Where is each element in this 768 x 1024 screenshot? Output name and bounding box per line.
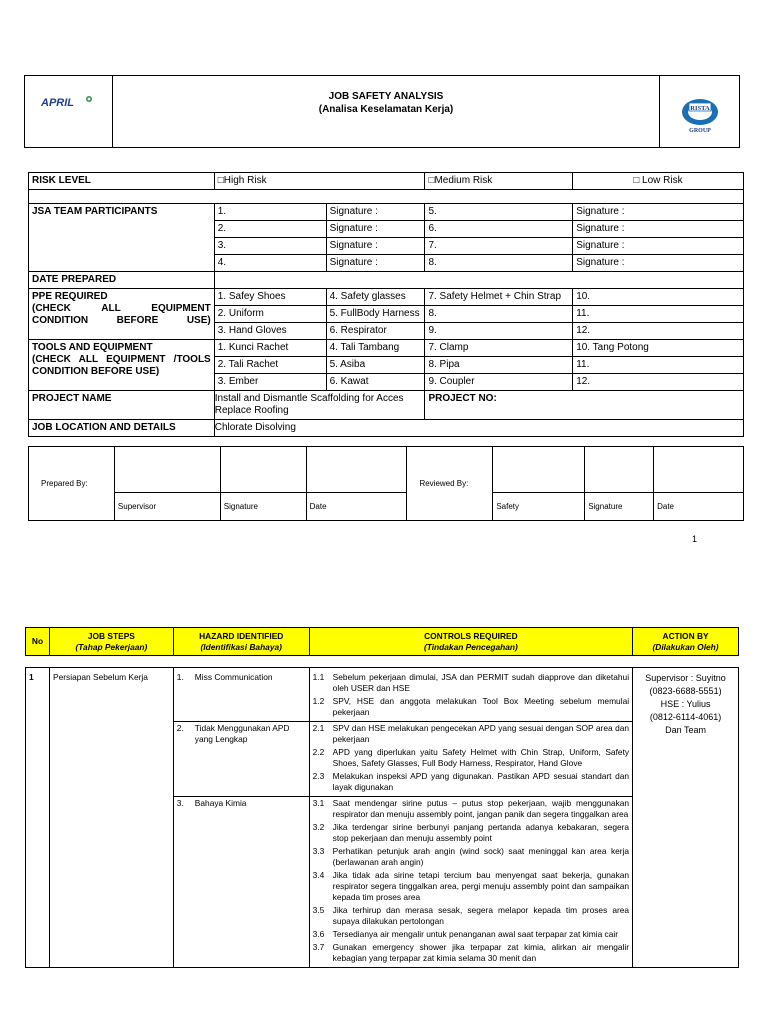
safety-label: Safety <box>493 493 585 521</box>
tool-item[interactable]: 8. Pipa <box>425 357 573 374</box>
tool-item[interactable]: 12. <box>573 374 744 391</box>
team-member-8[interactable]: 8. <box>425 255 573 272</box>
reviewed-by-label: Reviewed By: <box>407 447 493 521</box>
rista-logo-text: RISTA <box>690 105 710 112</box>
title-text: JOB SAFETY ANALYSIS <box>328 91 444 102</box>
team-signature-1[interactable]: Signature : <box>326 204 425 221</box>
ppe-item[interactable]: 1. Safey Shoes <box>214 289 326 306</box>
header-controls: CONTROLS REQUIRED (Tindakan Pencegahan) <box>309 628 632 656</box>
risk-low-checkbox[interactable]: □ Low Risk <box>573 173 744 190</box>
risk-high-checkbox[interactable]: □High Risk <box>214 173 425 190</box>
team-label: JSA TEAM PARTICIPANTS <box>29 204 215 272</box>
signature-label: Signature <box>585 493 654 521</box>
team-signature-6[interactable]: Signature : <box>573 221 744 238</box>
date-prepared-label: DATE PREPARED <box>29 272 215 289</box>
tools-label <box>29 340 215 391</box>
risk-level-label: RISK LEVEL <box>29 173 215 190</box>
project-name-label: PROJECT NAME <box>29 391 215 420</box>
team-member-3[interactable]: 3. <box>214 238 326 255</box>
step-name: Persiapan Sebelum Kerja <box>49 668 173 968</box>
table-row <box>26 668 739 722</box>
rista-group-text: GROUP <box>689 128 711 134</box>
risk-medium-checkbox[interactable]: □Medium Risk <box>425 173 573 190</box>
job-location-label: JOB LOCATION AND DETAILS <box>29 420 215 437</box>
team-signature-2[interactable]: Signature : <box>326 221 425 238</box>
ppe-item[interactable]: 4. Safety glasses <box>326 289 425 306</box>
ppe-item[interactable]: 7. Safety Helmet + Chin Strap <box>425 289 573 306</box>
rista-logo <box>659 76 739 147</box>
tool-item[interactable]: 6. Kawat <box>326 374 425 391</box>
ppe-item[interactable]: 3. Hand Gloves <box>214 323 326 340</box>
tool-item[interactable]: 7. Clamp <box>425 340 573 357</box>
team-signature-7[interactable]: Signature : <box>573 238 744 255</box>
safety-date-area[interactable] <box>654 447 744 493</box>
tool-item[interactable]: 3. Ember <box>214 374 326 391</box>
action-by-cell: Supervisor : Suyitno (0823-6688-5551) HSE : Yulius (0812-6114-4061) Dan Team <box>633 668 739 968</box>
signoff-table <box>28 446 744 521</box>
supervisor-signature-area[interactable] <box>220 447 306 493</box>
ppe-item[interactable]: 2. Uniform <box>214 306 326 323</box>
spacer-row <box>29 190 744 204</box>
date-label: Date <box>654 493 744 521</box>
team-signature-5[interactable]: Signature : <box>573 204 744 221</box>
header-hazard: HAZARD IDENTIFIED (Identifikasi Bahaya) <box>173 628 309 656</box>
supervisor-date-area[interactable] <box>306 447 407 493</box>
step-number: 1 <box>26 668 50 968</box>
table-header-row <box>26 628 739 656</box>
header-steps: JOB STEPS (Tahap Pekerjaan) <box>49 628 173 656</box>
team-signature-8[interactable]: Signature : <box>573 255 744 272</box>
team-signature-3[interactable]: Signature : <box>326 238 425 255</box>
document-title <box>113 90 659 116</box>
job-location-value[interactable]: Chlorate Disolving <box>214 420 743 437</box>
tool-item[interactable]: 4. Tali Tambang <box>326 340 425 357</box>
tool-item[interactable]: 9. Coupler <box>425 374 573 391</box>
controls-cell: 1.1 Sebelum pekerjaan dimulai, JSA dan PERMIT sudah diapprove dan diketahui oleh USER dan HSE 1.2 SPV, HSE dan anggota melakukan Tool Box Meeting sebelum memulai pekerjaan <box>309 668 632 722</box>
supervisor-sign-area[interactable] <box>114 447 220 493</box>
ppe-title: PPE REQUIRED <box>32 291 108 302</box>
prepared-by-label: Prepared By: <box>29 447 115 521</box>
hazard-cell: 2. Tidak Menggunakan APD yang Lengkap <box>173 722 309 797</box>
controls-cell: 2.1 SPV dan HSE melakukan pengecekan APD yang sesuai dengan SOP area dan pekerjaan 2.2 APD yang diperlukan yaitu Safety Helmet with Chin Strap, Uniform, Safety Shoes, Safety Glasses, Full Body Harness, Respirator, Hand Glove 2.3 Melakukan inspeksi APD yang digunakan. Pastikan APD sesuai standart dan layak digunakan <box>309 722 632 797</box>
document-header <box>24 75 740 148</box>
tools-title: TOOLS AND EQUIPMENT <box>32 342 153 353</box>
safety-signature-area[interactable] <box>585 447 654 493</box>
spacer-row <box>26 656 739 668</box>
team-member-6[interactable]: 6. <box>425 221 573 238</box>
team-signature-4[interactable]: Signature : <box>326 255 425 272</box>
controls-cell: 3.1 Saat mendengar sirine putus – putus stop pekerjaan, wajib menggunakan respirator dan menuju assembly point, jangan panik dan segera tinggalkan area 3.2 Jika terdengar sirine berbunyi panjang pertanda adanya kebakaran, segera stop pekerjaan dan menuju assembly point 3.3 Perhatikan petunjuk arah angin (wind sock) saat meninggal kan area kerja (berlawanan arah angin) 3.4 Jika tidak ada sirine tetapi tercium bau menyengat saat bekerja, gunakan respirator segera tinggalkan area, pergi menuju assembly point dan sampaikan kepada tim proses area 3.5 Jika terhirup dan merasa sesak, segera melapor kepada tim proses area supaya dilakukan pertolongan 3.6 Tersedianya air mengalir untuk penanganan awal saat terpapar zat kimia cair 3.7 Gunakan emergency shower jika terpapar zat kimia, alirkan air mengalir kebagian yang terpapar zat kimia selama 30 menit dan <box>309 797 632 968</box>
april-logo-text: APRIL <box>41 97 74 109</box>
jsa-info-table <box>28 172 744 437</box>
hazard-cell: 3. Bahaya Kimia <box>173 797 309 968</box>
subtitle-text: (Analisa Keselamatan Kerja) <box>318 104 454 115</box>
tools-note: (CHECK ALL EQUIPMENT /TOOLS CONDITION BEFORE USE) <box>32 354 211 377</box>
ppe-item[interactable]: 9. <box>425 323 573 340</box>
team-member-7[interactable]: 7. <box>425 238 573 255</box>
date-prepared-value[interactable] <box>214 272 743 289</box>
tool-item[interactable]: 2. Tali Rachet <box>214 357 326 374</box>
risk-level-row <box>29 173 744 190</box>
hazard-cell: 1. Miss Communication <box>173 668 309 722</box>
tool-item[interactable]: 10. Tang Potong <box>573 340 744 357</box>
ppe-note: (CHECK ALL EQUIPMENT CONDITION BEFORE USE) <box>32 303 211 326</box>
team-member-5[interactable]: 5. <box>425 204 573 221</box>
ppe-item[interactable]: 10. <box>573 289 744 306</box>
project-no-label[interactable]: PROJECT NO: <box>425 391 744 420</box>
tool-item[interactable]: 5. Asiba <box>326 357 425 374</box>
ppe-item[interactable]: 11. <box>573 306 744 323</box>
header-no: No <box>26 628 50 656</box>
april-logo <box>25 76 113 147</box>
page-number: 1 <box>692 534 698 544</box>
team-member-4[interactable]: 4. <box>214 255 326 272</box>
safety-sign-area[interactable] <box>493 447 585 493</box>
ppe-item[interactable]: 6. Respirator <box>326 323 425 340</box>
team-member-1[interactable]: 1. <box>214 204 326 221</box>
header-action: ACTION BY (Dilakukan Oleh) <box>633 628 739 656</box>
jsa-steps-table <box>25 627 739 968</box>
tool-item[interactable]: 1. Kunci Rachet <box>214 340 326 357</box>
team-member-2[interactable]: 2. <box>214 221 326 238</box>
date-label: Date <box>306 493 407 521</box>
project-name-value[interactable]: Install and Dismantle Scaffolding for Acces Replace Roofing <box>214 391 425 420</box>
ppe-item[interactable]: 12. <box>573 323 744 340</box>
ppe-item[interactable]: 8. <box>425 306 573 323</box>
signature-label: Signature <box>220 493 306 521</box>
ppe-item[interactable]: 5. FullBody Harness <box>326 306 425 323</box>
tool-item[interactable]: 11. <box>573 357 744 374</box>
ppe-label <box>29 289 215 340</box>
supervisor-label: Supervisor <box>114 493 220 521</box>
